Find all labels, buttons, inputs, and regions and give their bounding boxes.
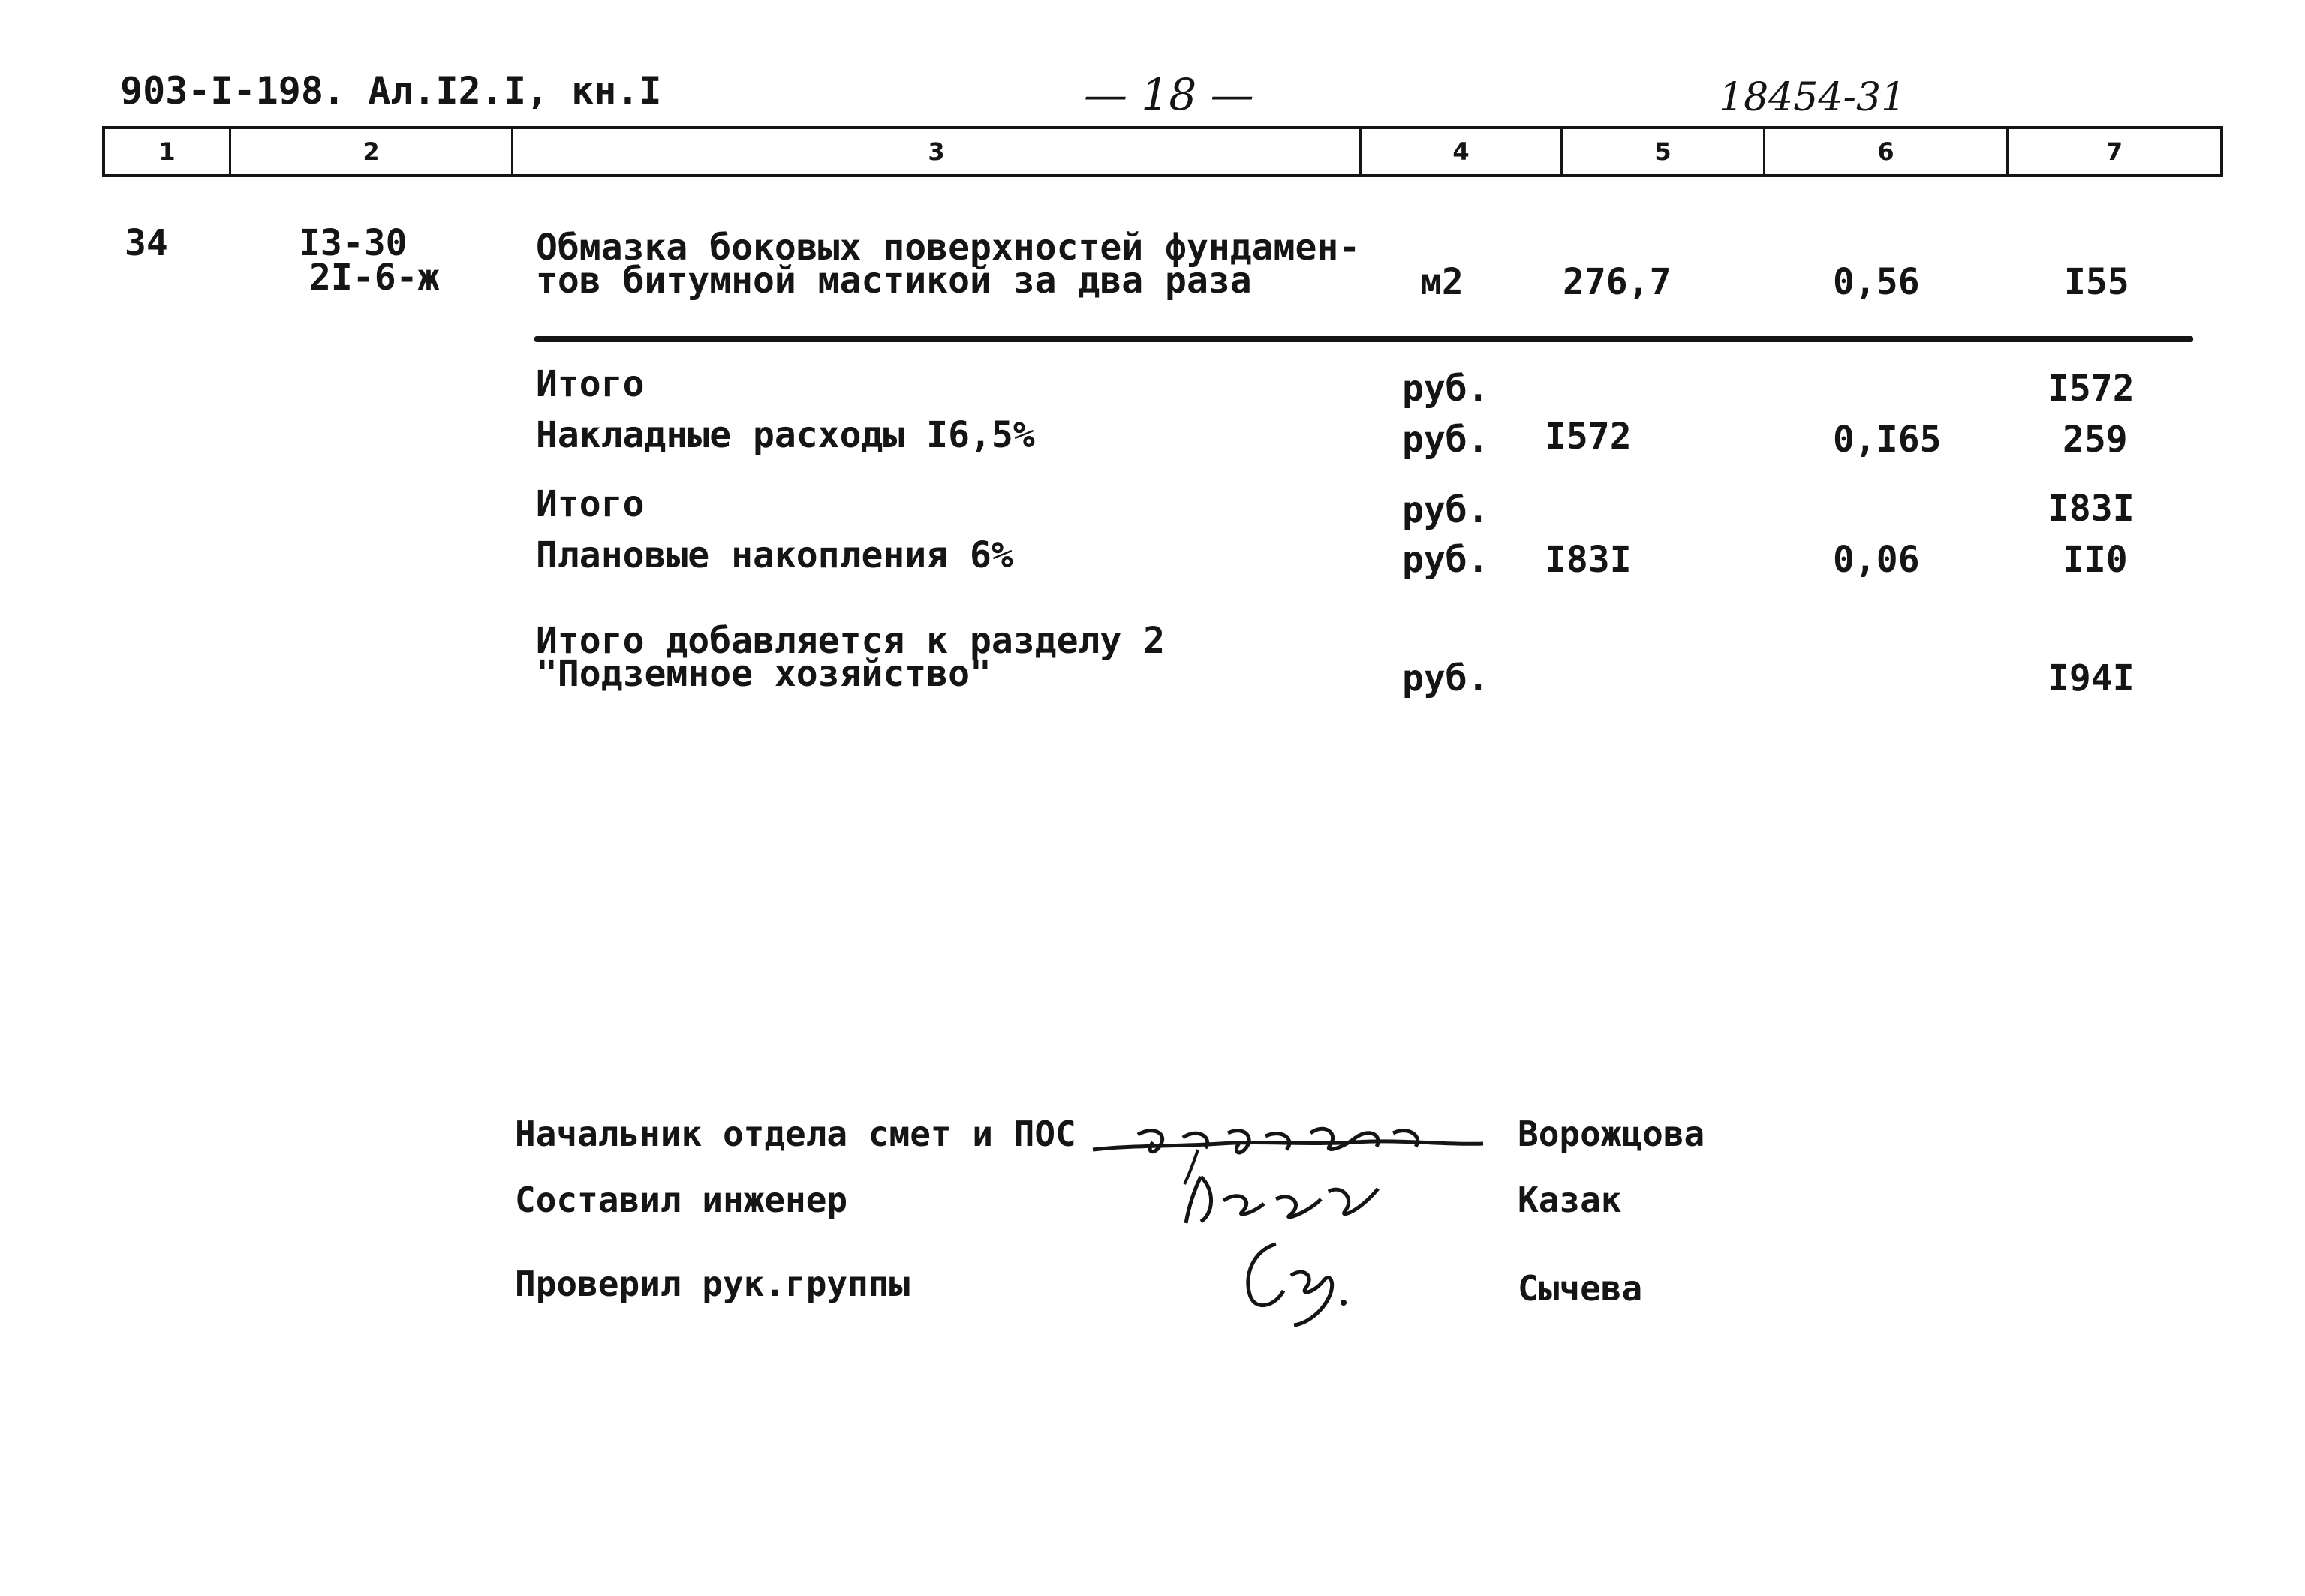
summary-total: I83I — [2048, 488, 2135, 530]
signature-role: Проверил рук.группы — [515, 1264, 910, 1304]
item-number: 34 — [125, 222, 168, 264]
page-number: — 18 — — [1084, 69, 1254, 120]
archive-number: 18454-31 — [1719, 75, 1906, 120]
column-header-4: 4 — [1362, 129, 1563, 174]
summary-label: Итого — [536, 363, 645, 405]
item-code-line2: 2I-6-ж — [309, 257, 440, 299]
summary-base: I83I — [1545, 539, 1632, 581]
column-header-3: 3 — [513, 129, 1362, 174]
column-header-2: 2 — [231, 129, 513, 174]
signature-name: Ворожцова — [1518, 1114, 1705, 1154]
item-description-line1: Обмазка боковых поверхностей фундамен- — [536, 227, 1361, 269]
summary-unit: руб. — [1402, 368, 1489, 410]
final-unit: руб. — [1402, 657, 1489, 699]
final-total: I94I — [2048, 657, 2135, 699]
column-header-5: 5 — [1563, 129, 1765, 174]
summary-unit: руб. — [1402, 419, 1489, 461]
summary-base: I572 — [1545, 416, 1632, 458]
item-total: I55 — [2064, 261, 2129, 303]
signature-role: Составил инженер — [515, 1180, 848, 1220]
summary-label: Плановые накопления 6% — [536, 534, 1013, 576]
column-header-1: 1 — [105, 129, 231, 174]
doc-section: . Ал.I2.I, кн.I — [323, 69, 662, 113]
signature-name: Казак — [1518, 1180, 1622, 1220]
column-header-6: 6 — [1765, 129, 2009, 174]
item-unit-cost: 0,56 — [1833, 261, 1920, 303]
separator-rule — [534, 336, 2193, 342]
summary-unit: руб. — [1402, 539, 1489, 581]
summary-total: 259 — [2063, 419, 2128, 461]
summary-unit: руб. — [1402, 489, 1489, 531]
signature-handwriting-2 — [1171, 1162, 1396, 1229]
signature-name: Сычева — [1518, 1268, 1643, 1309]
final-label-line1: Итого добавляется к разделу 2 — [536, 620, 1166, 662]
column-header-7: 7 — [2105, 137, 2123, 166]
summary-rate: 0,I65 — [1833, 419, 1942, 461]
summary-label: Итого — [536, 483, 645, 525]
summary-rate: 0,06 — [1833, 539, 1920, 581]
summary-total: II0 — [2063, 539, 2128, 581]
signature-role: Начальник отдела смет и ПОС — [515, 1114, 1076, 1154]
item-description-line2: тов битумной мастикой за два раза — [536, 260, 1252, 302]
final-label-line2: "Подземное хозяйство" — [536, 653, 992, 695]
item-quantity: 276,7 — [1563, 261, 1672, 303]
column-header-bar — [102, 126, 2223, 177]
summary-label: Накладные расходы I6,5% — [536, 414, 1035, 456]
summary-total: I572 — [2048, 368, 2135, 410]
item-unit: м2 — [1420, 261, 1464, 303]
item-code-line1: I3-30 — [299, 222, 408, 264]
signature-handwriting-3 — [1231, 1231, 1359, 1328]
doc-code: 903-I-198 — [120, 69, 323, 113]
